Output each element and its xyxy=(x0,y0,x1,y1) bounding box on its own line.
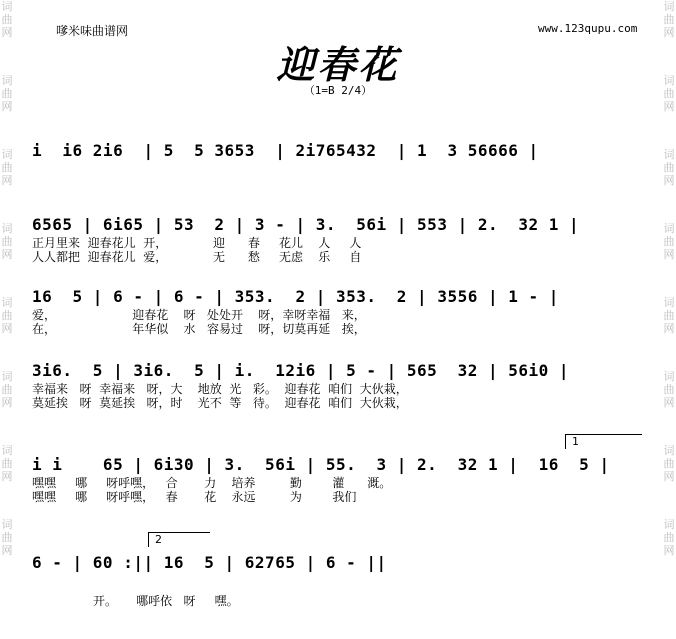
notation-line: 3i6. 5 | 3i6. 5 | i. 12i6 | 5 - | 565 32 | 56i0 | xyxy=(32,361,570,380)
lyric-line-verse-1: 幸福来 呀 幸福来 呀，大 地放 光 彩。 迎春花 咱们 大伙栽， xyxy=(32,382,408,396)
volta-2-bracket: 2 xyxy=(148,532,210,547)
watermark-group: 词 曲 网 xyxy=(1,518,13,557)
lyric-line-final: 开。 哪呼依 呀 嘿。 xyxy=(32,594,239,608)
lyric-line-verse-2: 人人都把 迎春花儿 爱， 无 愁 无虑 乐 自 xyxy=(32,250,362,264)
watermark-group: 词 曲 网 xyxy=(663,222,675,261)
notation-line: 6 - | 60 :|| 16 5 | 62765 | 6 - || xyxy=(32,553,387,572)
score-row-5 xyxy=(32,454,644,504)
watermark-group: 词 曲 网 xyxy=(1,444,13,483)
lyric-line-verse-2: 嘿嘿 哪 呀呼嘿， 春 花 永远 为 我们 xyxy=(32,490,357,504)
watermark-group: 词 曲 网 xyxy=(1,0,13,39)
notation-line: 16 5 | 6 - | 6 - | 353. 2 | 353. 2 | 3556 | 1 - | xyxy=(32,287,559,306)
lyric-line-verse-2: 在， 年华似 水 容易过 呀，切莫再延 挨， xyxy=(32,322,366,336)
watermark-group: 词 曲 网 xyxy=(663,148,675,187)
song-title: 迎春花 xyxy=(276,42,400,87)
watermark-group: 词 曲 网 xyxy=(663,444,675,483)
watermark-group: 词 曲 网 xyxy=(1,74,13,113)
notation-line: i i6 2i6 | 5 5 3653 | 2i765432 | 1 3 56666 | xyxy=(32,141,539,160)
watermark-group: 词 曲 网 xyxy=(1,296,13,335)
site-url: www.123qupu.com xyxy=(538,22,638,35)
watermark-group: 词 曲 网 xyxy=(663,74,675,113)
lyric-line-verse-1: 正月里来 迎春花儿 开， 迎 春 花儿 人 人 xyxy=(32,236,362,250)
watermark-group: 词 曲 网 xyxy=(1,148,13,187)
watermark-group: 词 曲 网 xyxy=(663,518,675,557)
watermark-group: 词 曲 网 xyxy=(663,0,675,39)
score-row-6 xyxy=(32,552,644,608)
volta-1-bracket: 1 xyxy=(565,434,642,449)
score-row-3 xyxy=(32,286,644,336)
key-signature: （1=B 2/4） xyxy=(303,84,373,97)
watermark-group: 词 曲 网 xyxy=(663,296,675,335)
watermark-group: 词 曲 网 xyxy=(1,222,13,261)
score-row-2 xyxy=(32,214,644,264)
watermark-group: 词 曲 网 xyxy=(1,370,13,409)
lyric-line-verse-2: 莫延挨 呀 莫延挨 呀，时 光不 等 待。 迎春花 咱们 大伙栽， xyxy=(32,396,408,410)
notation-line: i i 65 | 6i30 | 3. 56i | 55. 3 | 2. 32 1 | 16 5 | xyxy=(32,455,610,474)
notation-line: 6565 | 6i65 | 53 2 | 3 - | 3. 56i | 553 | 2. 32 1 | xyxy=(32,215,580,234)
watermark-group: 词 曲 网 xyxy=(663,370,675,409)
score-row-4 xyxy=(32,360,644,410)
lyric-line-verse-1: 爱， 迎春花 呀 处处开 呀，幸呀幸福 来， xyxy=(32,308,366,322)
lyric-line-verse-1: 嘿嘿 哪 呀呼嘿， 合 力 培养 勤 灌 溉。 xyxy=(32,476,392,490)
score-row-1 xyxy=(32,140,644,162)
site-name: 嗲米味曲谱网 xyxy=(56,24,129,38)
